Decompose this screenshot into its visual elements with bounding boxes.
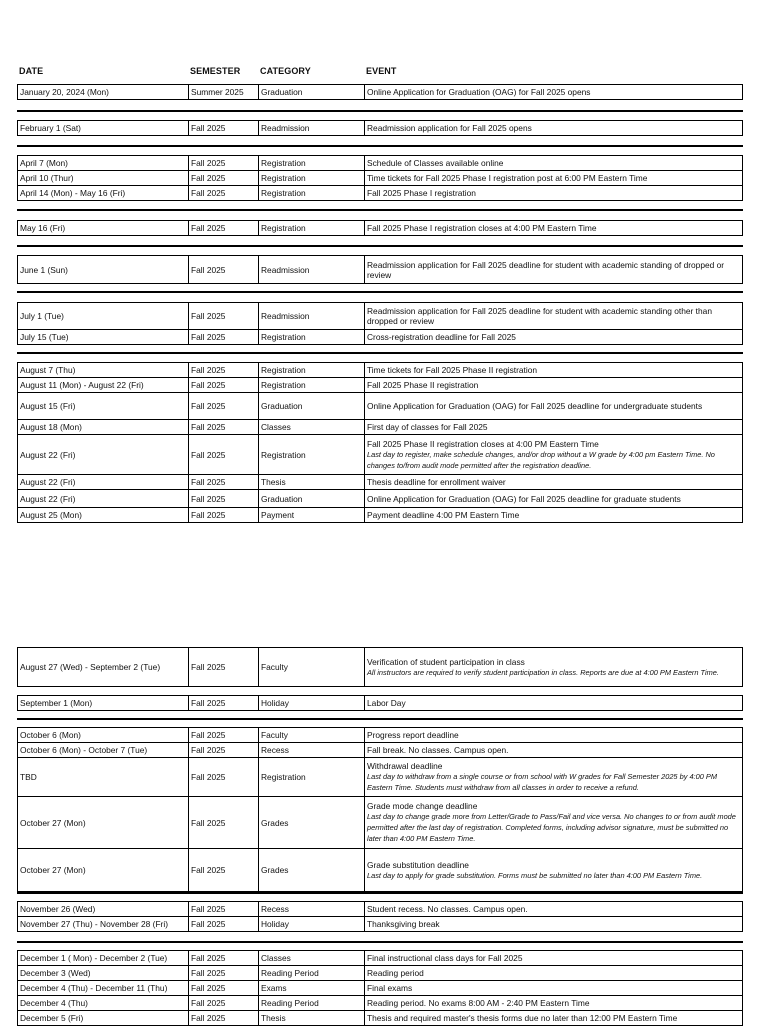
event-cell <box>365 951 742 965</box>
semester-cell: Fall 2025 <box>189 378 259 392</box>
section-divider <box>17 941 743 943</box>
event-cell <box>365 186 742 200</box>
date-cell: October 6 (Mon) - October 7 (Tue) <box>18 743 189 757</box>
event-text: Fall break. No classes. Campus open. <box>367 745 509 755</box>
table-row <box>18 377 742 392</box>
category-cell: Reading Period <box>259 966 365 980</box>
semester-cell: Fall 2025 <box>189 1011 259 1025</box>
category-cell: Graduation <box>259 490 365 507</box>
category-cell: Payment <box>259 508 365 522</box>
table-row <box>18 796 742 848</box>
semester-cell: Fall 2025 <box>189 797 259 848</box>
category-cell: Grades <box>259 849 365 891</box>
event-text: Labor Day <box>367 698 406 708</box>
date-cell: August 25 (Mon) <box>18 508 189 522</box>
semester-cell: Fall 2025 <box>189 393 259 419</box>
semester-cell: Fall 2025 <box>189 849 259 891</box>
event-text: Reading period <box>367 968 424 978</box>
semester-cell: Fall 2025 <box>189 420 259 434</box>
semester-cell: Fall 2025 <box>189 508 259 522</box>
date-cell: TBD <box>18 758 189 796</box>
table-row <box>18 419 742 434</box>
table-row <box>18 951 742 965</box>
event-cell <box>365 981 742 995</box>
event-cell <box>365 303 742 329</box>
event-note: Last day to register, make schedule changes, and/or drop without a W grade by 4:00 pm Eastern Time. No changes to/from audit mode permitted after the registration deadline. <box>367 449 715 470</box>
category-cell: Readmission <box>259 303 365 329</box>
semester-cell: Fall 2025 <box>189 363 259 377</box>
table-row <box>18 1010 742 1025</box>
date-cell: August 11 (Mon) - August 22 (Fri) <box>18 378 189 392</box>
table-row <box>18 121 742 135</box>
event-text: Progress report deadline <box>367 730 459 740</box>
semester-cell: Fall 2025 <box>189 121 259 135</box>
semester-cell: Fall 2025 <box>189 966 259 980</box>
date-cell: December 4 (Thu) - December 11 (Thu) <box>18 981 189 995</box>
semester-cell: Fall 2025 <box>189 917 259 931</box>
event-cell <box>365 966 742 980</box>
event-cell <box>365 330 742 344</box>
category-cell: Exams <box>259 981 365 995</box>
event-cell <box>365 420 742 434</box>
semester-cell: Fall 2025 <box>189 996 259 1010</box>
section-divider <box>17 718 743 720</box>
event-cell <box>365 917 742 931</box>
event-text: Grade mode change deadline <box>367 801 478 811</box>
header-semester: SEMESTER <box>190 66 241 76</box>
table-row <box>18 85 742 99</box>
table-group <box>17 84 743 100</box>
table-row <box>18 648 742 686</box>
event-text: Thesis deadline for enrollment waiver <box>367 477 506 487</box>
event-cell <box>365 743 742 757</box>
event-cell <box>365 508 742 522</box>
date-cell: August 22 (Fri) <box>18 435 189 474</box>
event-text: Schedule of Classes available online <box>367 158 504 168</box>
table-row <box>18 728 742 742</box>
event-cell <box>365 171 742 185</box>
header-category: CATEGORY <box>260 66 311 76</box>
event-text: Final exams <box>367 983 413 993</box>
event-cell <box>365 256 742 283</box>
category-cell: Holiday <box>259 696 365 710</box>
date-cell: April 7 (Mon) <box>18 156 189 170</box>
event-cell <box>365 393 742 419</box>
date-cell: July 1 (Tue) <box>18 303 189 329</box>
event-cell <box>365 728 742 742</box>
event-text: Verification of student participation in class <box>367 656 525 667</box>
semester-cell: Fall 2025 <box>189 221 259 235</box>
table-group <box>17 155 743 201</box>
event-cell <box>365 378 742 392</box>
table-group <box>17 727 743 892</box>
event-text: Thanksgiving break <box>367 919 440 929</box>
event-cell <box>365 85 742 99</box>
category-cell: Holiday <box>259 917 365 931</box>
event-text: Thesis and required master's thesis forms due no later than 12:00 PM Eastern Time <box>367 1013 678 1023</box>
event-text: Payment deadline 4:00 PM Eastern Time <box>367 510 520 520</box>
table-group <box>17 302 743 345</box>
date-cell: April 14 (Mon) - May 16 (Fri) <box>18 186 189 200</box>
semester-cell: Fall 2025 <box>189 728 259 742</box>
table-row <box>18 965 742 980</box>
event-cell <box>365 1011 742 1025</box>
table-row <box>18 329 742 344</box>
table-group <box>17 220 743 236</box>
category-cell: Readmission <box>259 256 365 283</box>
event-text: Online Application for Graduation (OAG) for Fall 2025 deadline for undergraduate students <box>367 401 703 411</box>
event-note: Last day to withdraw from a single course or from school with W grades for Fall Semester 2025 by 4:00 PM Eastern Time. Students must withdraw from all classes in order to receive a refund. <box>367 772 717 792</box>
table-row <box>18 489 742 507</box>
event-cell <box>365 475 742 489</box>
date-cell: October 27 (Mon) <box>18 797 189 848</box>
table-group <box>17 647 743 687</box>
category-cell: Recess <box>259 902 365 916</box>
category-cell: Registration <box>259 758 365 796</box>
section-divider <box>17 892 743 894</box>
event-cell <box>365 156 742 170</box>
date-cell: December 4 (Thu) <box>18 996 189 1010</box>
event-cell <box>365 363 742 377</box>
event-text: Grade substitution deadline <box>367 859 469 870</box>
category-cell: Registration <box>259 330 365 344</box>
event-cell <box>365 902 742 916</box>
header-date: DATE <box>19 66 44 76</box>
category-cell: Registration <box>259 156 365 170</box>
category-cell: Readmission <box>259 121 365 135</box>
semester-cell: Fall 2025 <box>189 758 259 796</box>
event-text: Time tickets for Fall 2025 Phase II registration <box>367 365 538 375</box>
semester-cell: Fall 2025 <box>189 696 259 710</box>
table-group <box>17 362 743 523</box>
category-cell: Registration <box>259 186 365 200</box>
event-text: Online Application for Graduation (OAG) for Fall 2025 deadline for graduate students <box>367 493 681 504</box>
table-row <box>18 256 742 283</box>
event-text: Readmission application for Fall 2025 deadline for student with academic standing of dropped or review <box>367 259 725 280</box>
table-group <box>17 255 743 284</box>
event-cell <box>365 849 742 891</box>
table-row <box>18 980 742 995</box>
category-cell: Registration <box>259 363 365 377</box>
event-note: Last day to apply for grade substitution. Forms must be submitted no later than 4:00 PM Eastern Time. <box>367 870 703 880</box>
table-row <box>18 185 742 200</box>
date-cell: June 1 (Sun) <box>18 256 189 283</box>
section-divider <box>17 352 743 354</box>
event-cell <box>365 121 742 135</box>
event-text: Reading period. No exams 8:00 AM - 2:40 PM Eastern Time <box>367 998 590 1008</box>
event-cell <box>365 648 742 686</box>
table-row <box>18 474 742 489</box>
table-row <box>18 742 742 757</box>
semester-cell: Fall 2025 <box>189 490 259 507</box>
table-row <box>18 995 742 1010</box>
date-cell: August 15 (Fri) <box>18 393 189 419</box>
category-cell: Classes <box>259 951 365 965</box>
table-row <box>18 156 742 170</box>
date-cell: August 18 (Mon) <box>18 420 189 434</box>
table-row <box>18 170 742 185</box>
category-cell: Thesis <box>259 1011 365 1025</box>
semester-cell: Fall 2025 <box>189 171 259 185</box>
event-cell <box>365 797 742 848</box>
table-row <box>18 916 742 931</box>
category-cell: Registration <box>259 435 365 474</box>
semester-cell: Fall 2025 <box>189 475 259 489</box>
event-cell <box>365 996 742 1010</box>
table-row <box>18 434 742 474</box>
date-cell: May 16 (Fri) <box>18 221 189 235</box>
event-note: Last day to change grade more from Letter/Grade to Pass/Fail and vice versa. No changes to or from audit mode permitted after the last day of registration. Completed forms, including advisor signature, must be submitted no later than 4:00 PM Eastern Time. <box>367 812 736 843</box>
section-divider <box>17 291 743 293</box>
category-cell: Registration <box>259 378 365 392</box>
event-text: Fall 2025 Phase II registration closes at 4:00 PM Eastern Time <box>367 438 599 449</box>
category-cell: Recess <box>259 743 365 757</box>
event-cell <box>365 758 742 796</box>
date-cell: November 27 (Thu) - November 28 (Fri) <box>18 917 189 931</box>
header-event: EVENT <box>366 66 397 76</box>
section-divider <box>17 145 743 147</box>
event-text: Withdrawal deadline <box>367 761 443 771</box>
semester-cell: Fall 2025 <box>189 743 259 757</box>
event-text: Fall 2025 Phase II registration <box>367 380 479 390</box>
event-text: Online Application for Graduation (OAG) for Fall 2025 opens <box>367 87 591 97</box>
date-cell: April 10 (Thur) <box>18 171 189 185</box>
date-cell: January 20, 2024 (Mon) <box>18 85 189 99</box>
table-row <box>18 363 742 377</box>
category-cell: Registration <box>259 171 365 185</box>
table-row <box>18 848 742 891</box>
category-cell: Registration <box>259 221 365 235</box>
section-divider <box>17 110 743 112</box>
date-cell: July 15 (Tue) <box>18 330 189 344</box>
section-divider <box>17 209 743 211</box>
category-cell: Classes <box>259 420 365 434</box>
event-text: Fall 2025 Phase I registration closes at 4:00 PM Eastern Time <box>367 223 597 233</box>
table-group <box>17 120 743 136</box>
table-row <box>18 507 742 522</box>
semester-cell: Fall 2025 <box>189 435 259 474</box>
date-cell: December 1 ( Mon) - December 2 (Tue) <box>18 951 189 965</box>
event-cell <box>365 696 742 710</box>
table-row <box>18 902 742 916</box>
category-cell: Reading Period <box>259 996 365 1010</box>
table-row <box>18 696 742 710</box>
semester-cell: Fall 2025 <box>189 981 259 995</box>
date-cell: August 22 (Fri) <box>18 490 189 507</box>
semester-cell: Fall 2025 <box>189 256 259 283</box>
event-text: Final instructional class days for Fall 2025 <box>367 953 523 963</box>
table-row <box>18 221 742 235</box>
category-cell: Graduation <box>259 85 365 99</box>
event-text: Fall 2025 Phase I registration <box>367 188 476 198</box>
semester-cell: Fall 2025 <box>189 951 259 965</box>
category-cell: Faculty <box>259 648 365 686</box>
table-group <box>17 950 743 1026</box>
semester-cell: Fall 2025 <box>189 330 259 344</box>
table-group <box>17 901 743 932</box>
event-cell <box>365 435 742 474</box>
category-cell: Graduation <box>259 393 365 419</box>
date-cell: August 7 (Thu) <box>18 363 189 377</box>
event-text: Time tickets for Fall 2025 Phase I registration post at 6:00 PM Eastern Time <box>367 173 648 183</box>
event-cell <box>365 221 742 235</box>
event-text: Cross-registration deadline for Fall 2025 <box>367 332 516 342</box>
semester-cell: Fall 2025 <box>189 303 259 329</box>
semester-cell: Summer 2025 <box>189 85 259 99</box>
category-cell: Faculty <box>259 728 365 742</box>
semester-cell: Fall 2025 <box>189 648 259 686</box>
category-cell: Grades <box>259 797 365 848</box>
table-row <box>18 303 742 329</box>
semester-cell: Fall 2025 <box>189 186 259 200</box>
date-cell: September 1 (Mon) <box>18 696 189 710</box>
semester-cell: Fall 2025 <box>189 156 259 170</box>
event-text: Readmission application for Fall 2025 opens <box>367 123 532 133</box>
date-cell: December 3 (Wed) <box>18 966 189 980</box>
table-row <box>18 392 742 419</box>
event-text: Readmission application for Fall 2025 deadline for student with academic standing other than dropped or review <box>367 306 712 326</box>
category-cell: Thesis <box>259 475 365 489</box>
date-cell: December 5 (Fri) <box>18 1011 189 1025</box>
date-cell: August 27 (Wed) - September 2 (Tue) <box>18 648 189 686</box>
table-row <box>18 757 742 796</box>
event-text: First day of classes for Fall 2025 <box>367 422 488 432</box>
event-text: Student recess. No classes. Campus open. <box>367 904 528 914</box>
date-cell: August 22 (Fri) <box>18 475 189 489</box>
section-divider <box>17 245 743 247</box>
table-group <box>17 695 743 711</box>
semester-cell: Fall 2025 <box>189 902 259 916</box>
event-note: All instructors are required to verify student participation in class. Reports are due at 4:00 PM Eastern Time. <box>367 667 719 677</box>
date-cell: February 1 (Sat) <box>18 121 189 135</box>
date-cell: October 6 (Mon) <box>18 728 189 742</box>
event-cell <box>365 490 742 507</box>
date-cell: November 26 (Wed) <box>18 902 189 916</box>
date-cell: October 27 (Mon) <box>18 849 189 891</box>
